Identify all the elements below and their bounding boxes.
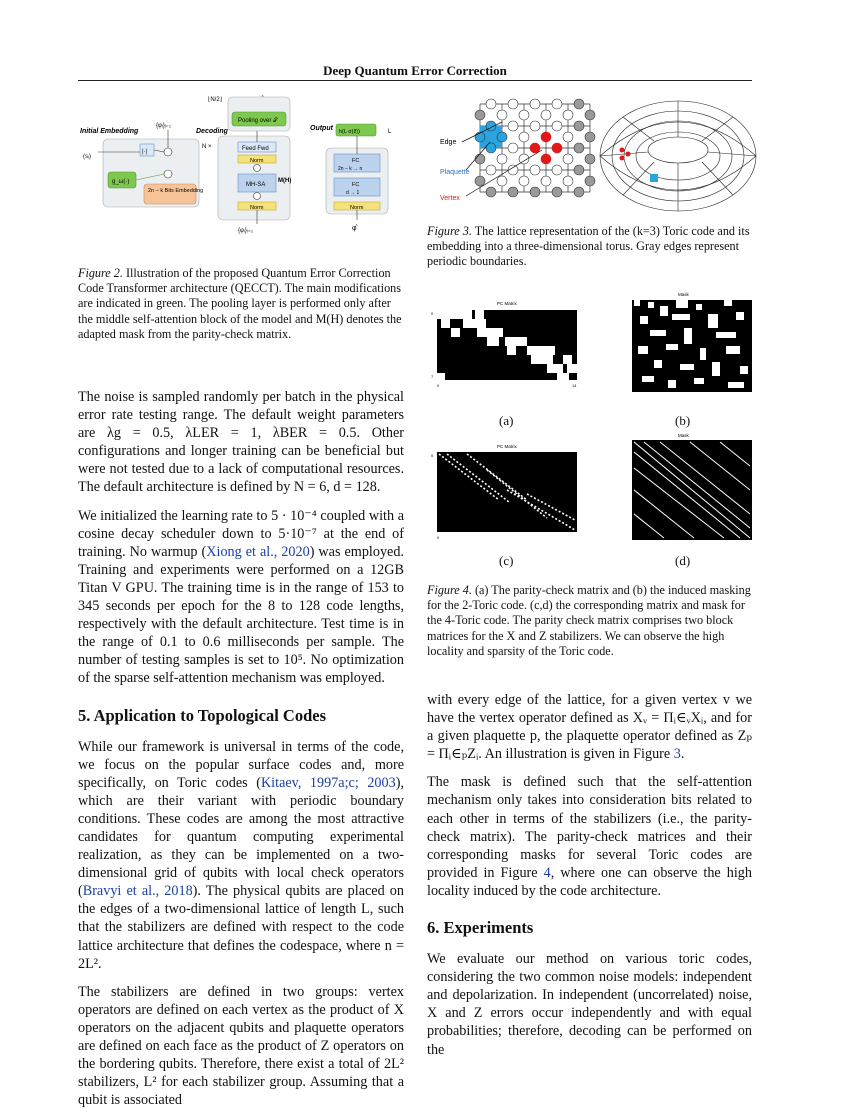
label-output: Output [310,125,333,132]
figure-4a-pc-matrix [427,298,587,398]
label-fc1-dims: 2n − k → n [338,166,363,172]
figure-4-caption-label: Figure 4. [427,583,472,597]
label-h-out: h(L σ(z̃)) [339,129,360,135]
running-header: Deep Quantum Error Correction [323,63,507,78]
figure-2-diagram [78,92,408,242]
right-column [427,691,752,1069]
figure-2-caption-label: Figure 2. [78,266,123,280]
right-paragraph-2 [427,773,752,900]
left-column [78,388,404,1119]
figure-4-caption-text: (a) The parity-check matrix and (b) the induced masking for the 2-Toric code. (c,d) the corresponding matrix and mask for the 4-Toric code. The parity check matrix comprises two block matrices for the X and Z stabilizers. We can observe the high locality and sparsity of the Toric code. [427,583,751,658]
figure-3-caption [427,224,752,270]
figure-4d-mask [620,430,760,548]
fig4b-title: Mask [678,292,689,297]
label-norm-2: Norm [250,205,264,211]
figure-2-caption [78,266,404,342]
left-paragraph-4: The stabilizers are defined in two groups: vertex operators are defined on each vertex as the product of X operators on the adjacent qubits and plaquette operators are defined on each face as the product of Z operators on the bordering qubits. Therefore, there exist a total of 2L² stabilizers, L² for each stabilizer group. Assuming that a qubit is associated [78,983,404,1109]
left-p2-text-a: We initialized the learning rate to 5 · 10⁻⁴ coupled with a cosine decay scheduler down to 5·10⁻⁷ at the end of training. No warmup ( [78,507,404,560]
right-p2-text-a: The mask is defined such that the self-attention mechanism only takes into consideration bits related to each other in terms of the stabilizers (i.e., the parity-check matrix). The parity-check matrices and their corresponding masks for several Toric codes are provided in Figure [427,774,752,881]
left-paragraph-3 [78,738,404,973]
right-p1-text-a: with every edge of the lattice, for a given vertex v we have the vertex operator defined as Xᵥ = Πᵢ∈ᵥXᵢ, and for a given plaquette p, the plaquette operator defined as Zₚ = Πᵢ∈ₚZᵢ. An illustration is given in Figure [427,692,752,763]
section-6-heading: 6. Experiments [427,918,534,938]
label-phi-i: {φᵢ}ᵢ₌₁ [156,123,171,129]
label-L: L [388,129,392,135]
svg-text:0: 0 [431,453,434,458]
right-p1-text-b: . [680,746,685,763]
fig4-sub-c: (c) [499,553,514,568]
label-plaquette: Plaquette [440,169,470,176]
ref-figure-3[interactable]: 3 [673,746,681,763]
left-paragraph-1: The noise is sampled randomly per batch in the physical error rate testing range. The default weight parameters are λg = 0.5, λLER = 1, λBER = 0.5. Other configurations and longer training can be beneficial but were not tested due to a lack of computational resources. The default architecture is defined by N = 6, d = 128. [78,389,404,496]
citation-kitaev[interactable]: Kitaev, 1997a;c; 2003 [260,774,396,791]
figure-3-caption-text: The lattice representation of the (k=3) Toric code and its embedding into a three-dimensional torus. Gray edges represent periodic boundaries. [427,224,750,269]
label-abs: |·| [142,149,148,155]
figure-3-diagram [440,92,760,220]
label-edge: Edge [440,139,457,146]
fig4-sub-a: (a) [499,413,514,428]
label-g-omega: g_ω(·) [112,179,130,185]
figure-3-caption-label: Figure 3. [427,224,472,238]
right-paragraph-3: We evaluate our method on various toric codes, considering the two common noise models: independent and depolarization. In independent (uncorrelated) noise, X and Z errors occur independently and with equal probabilities; therefore, decoding can be performed on the [427,951,752,1058]
left-p3-text-a: While our framework is universal in terms of the code, we focus on the popular surface codes and, more specifically, on Toric codes ( [78,738,404,791]
label-mh-sa: MH-SA [246,182,266,188]
svg-text:0: 0 [437,535,440,540]
left-p3-text-c: ). The physical qubits are placed on the edges of a two-dimensional lattice of length L, such that the stabilizers are defined with respect to the code lattice architecture that defines the codespace, where n = 2L². [78,883,404,972]
label-feed-fwd: Feed Fwd [242,146,269,152]
ref-figure-4[interactable]: 4 [543,864,551,881]
label-mask: M(H) [278,178,292,184]
label-fc2: FC [352,182,360,188]
label-n-half: ⌊N/2⌋ [208,97,223,103]
label-pooling: Pooling over 𝒯 [238,118,278,124]
right-p2-text-b: , where one can observe the high locality induced by the code architecture. [427,864,752,899]
left-p2-text-b: ) was employed. Training and experiments were performed on a 12GB Titan V GPU. The training time is in the range of 153 to 345 seconds per epoch for the 8 to 128 code lengths, respectively with the default architecture. Test time is in the range of 0.1 to 0.6 milliseconds per sample. The number of testing samples is set to 10⁵. No optimization of the sparse self-attention mechanism was employed. [78,543,404,687]
label-s-input: (sᵢ) [83,154,91,160]
label-norm-1: Norm [250,158,264,164]
figure-4c-pc-matrix [427,440,587,546]
svg-text:0: 0 [431,311,434,316]
svg-text:0: 0 [437,383,440,388]
figure-2-caption-text: Illustration of the proposed Quantum Error Correction Code Transformer architecture (QECCT). The main modifications are indicated in green. The pooling layer is performed only after the middle self-attention block of the model and M(H) denotes the adapted mask from the parity-check matrix. [78,266,402,341]
label-initial-embedding: Initial Embedding [80,128,139,135]
label-decoding: Decoding [196,128,228,135]
section-5-heading: 5. Application to Topological Codes [78,705,327,725]
fig4a-title: PC Matrix [497,301,517,306]
label-n-times: N × [202,144,212,150]
svg-text:7: 7 [431,374,434,379]
svg-text:14: 14 [572,383,577,388]
label-bits-embedding: 2n − k Bits Embedding [148,188,204,194]
citation-xiong[interactable]: Xiong et al., 2020 [206,543,310,560]
fig4-sub-d: (d) [675,553,691,568]
fig4d-title: Mask [678,433,689,438]
label-vertex: Vertex [440,195,460,202]
fig4c-title: PC Matrix [497,444,517,449]
figure-4b-mask [620,290,760,402]
right-paragraph-1 [427,691,752,763]
label-fc1: FC [352,158,360,164]
left-paragraph-2 [78,507,404,688]
label-fc2-dims: d → 1 [346,190,360,196]
label-phi-hat-out: φ̂ [352,225,357,232]
left-p3-text-b: ), which are their variant with periodic boundary conditions. These codes are among the most attractive candidates for quantum computing experimental realization, as they can be implemented on a two-dimensional grid of qubits with local check operators ( [78,774,404,900]
citation-bravyi[interactable]: Bravyi et al., 2018 [82,883,193,900]
label-norm-out: Norm [350,205,364,211]
header-rule [78,80,752,81]
fig4-sub-b: (b) [675,413,691,428]
figure-4-caption [427,583,752,659]
label-phi-i-bottom: {φᵢ}ᵢ₌₁ [238,228,253,234]
